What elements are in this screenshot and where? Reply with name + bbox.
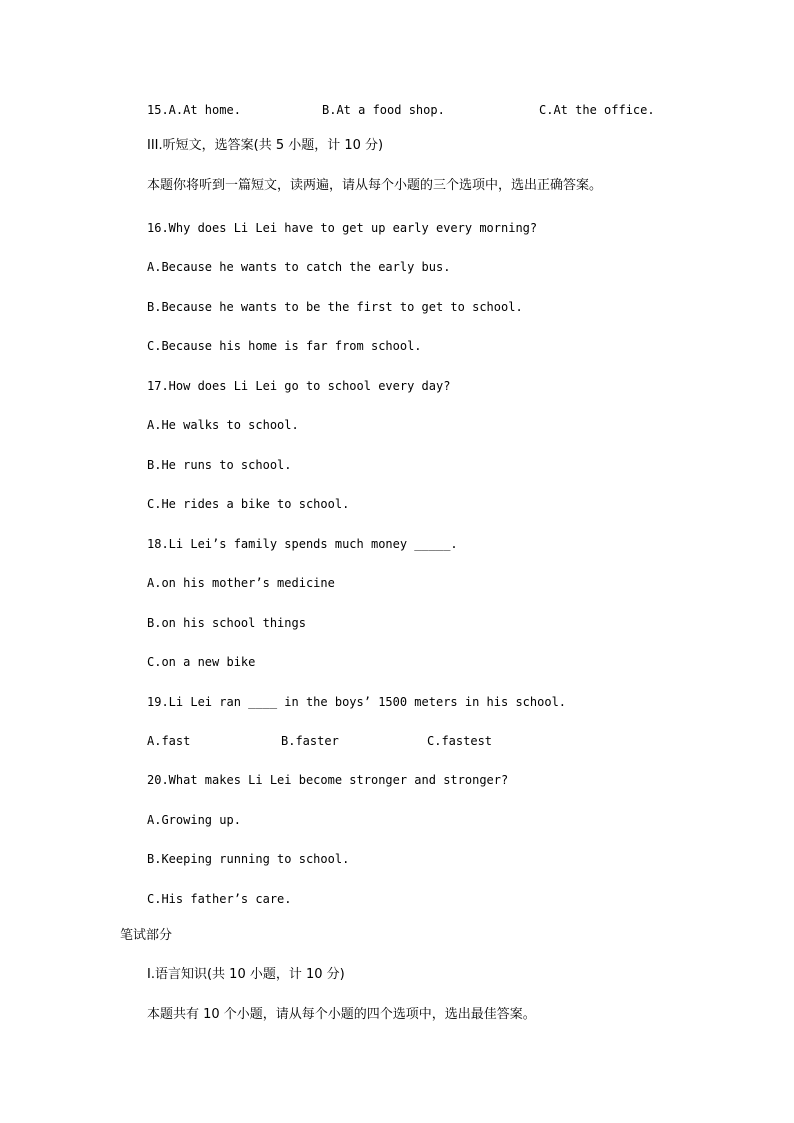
q15-option-b: B.At a food shop. <box>322 103 445 117</box>
q16-option-b: B.Because he wants to be the first to get to school. <box>147 300 523 314</box>
q19-question: 19.Li Lei ran ____ in the boys’ 1500 meters in his school. <box>147 695 567 709</box>
q17-option-b: B.He runs to school. <box>147 458 292 472</box>
section-3-instruction: 本题你将听到一篇短文，读两遍，请从每个小题的三个选项中，选出正确答案。 <box>147 178 603 193</box>
q20-option-a: A.Growing up. <box>147 813 241 827</box>
section-1-title: I.语言知识(共 10 小题，计 10 分) <box>147 967 345 982</box>
q15-option-a: 15.A.At home. <box>147 103 241 117</box>
q20-option-c: C.His father’s care. <box>147 892 292 906</box>
section-1-instruction: 本题共有 10 个小题，请从每个小题的四个选项中，选出最佳答案。 <box>147 1007 536 1022</box>
q18-option-b: B.on his school things <box>147 616 306 630</box>
q20-option-b: B.Keeping running to school. <box>147 852 350 866</box>
q19-option-b: B.faster <box>281 734 339 748</box>
q17-question: 17.How does Li Lei go to school every day? <box>147 379 451 393</box>
q16-option-a: A.Because he wants to catch the early bus. <box>147 260 451 274</box>
q18-option-c: C.on a new bike <box>147 655 256 669</box>
q16-option-c: C.Because his home is far from school. <box>147 339 422 353</box>
q16-question: 16.Why does Li Lei have to get up early every morning? <box>147 221 538 235</box>
q18-question: 18.Li Lei’s family spends much money _____. <box>147 537 458 551</box>
q15-option-c: C.At the office. <box>539 103 655 117</box>
q19-option-a: A.fast <box>147 734 191 748</box>
q20-question: 20.What makes Li Lei become stronger and stronger? <box>147 773 509 787</box>
section-3-title: III.听短文，选答案(共 5 小题，计 10 分) <box>147 138 384 153</box>
q19-option-c: C.fastest <box>427 734 493 748</box>
written-part-heading: 笔试部分 <box>120 928 173 943</box>
q17-option-c: C.He rides a bike to school. <box>147 497 350 511</box>
q17-option-a: A.He walks to school. <box>147 418 299 432</box>
q18-option-a: A.on his mother’s medicine <box>147 576 335 590</box>
